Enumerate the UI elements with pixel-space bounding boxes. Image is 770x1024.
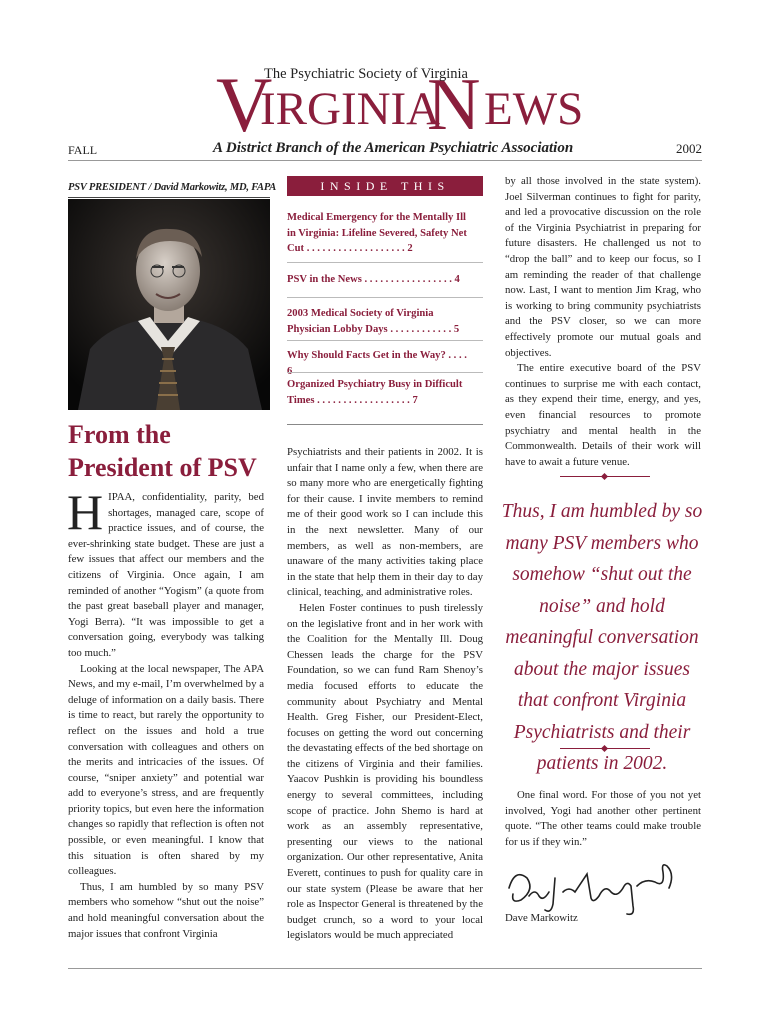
toc-divider <box>287 372 483 373</box>
masthead-title-news: EWS <box>484 83 584 135</box>
col1-paragraph-1: IPAA, confidentiality, parity, bed shortages, managed care, scope of practice issues, and of course, the ever-shrinking state budget. These are just a few issues that affect our members and the citizens of Virginia. Once again, I am reminded of another “Yogism” (a quote from the past great baseball player and manager, Yogi Berra). “It was impossible to get a conversation going, everybody was talking too much.” <box>68 491 264 659</box>
toc-item-4[interactable]: Why Should Facts Get in the Way? . . . . <box>287 350 467 361</box>
signature-image <box>505 858 683 918</box>
toc-item-5[interactable]: Organized Psychiatry Busy in Difficult Times . . . . . . . . . . . . . . . . . . 7 <box>287 379 463 406</box>
col3-paragraph-3: One final word. For those of you not yet involved, Yogi had another other pertinent quote. “The other teams could make trouble for us if they win.” <box>505 789 701 848</box>
column-3 <box>505 174 701 470</box>
masthead-initial-n: N <box>427 64 481 146</box>
portrait-illustration <box>68 199 270 410</box>
col2-paragraph-2: Helen Foster continues to push tirelessly on the legislative front and in her work with the Coalition for the Mentally Ill. Doug Chessen leads the charge for the PSV Foundation, so we can fund Ram Shenoy’s media focused efforts to educate the community about Psychiatry and Mental Health. Greg Fisher, our President-Elect, focuses on getting the word out concerning the devastating effects of the bed shortage on the citizens of Virginia and their families. Yaacov Pushkin is providing his boundless energy to several committees, including scope of practice. John Shemo is hard at work as an assembly representative, presenting our views to the national organization. Our other representative, Anita Everett, continues to push for quality care in our state system (Please be aware that her role as Inspector General is threatened by the budget crunch, so a word to your local legislators would be much appreciated <box>287 601 483 942</box>
issue-season: FALL <box>68 143 98 157</box>
toc-divider <box>287 262 483 263</box>
toc-item-2[interactable]: PSV in the News . . . . . . . . . . . . . . . . . 4 <box>287 274 460 285</box>
column-2 <box>287 445 483 944</box>
president-photo <box>68 199 270 410</box>
column-3-closing <box>505 788 701 850</box>
toc-title: INSIDE THIS ISSUE <box>287 176 483 196</box>
president-headline: From the President of PSV <box>68 420 257 482</box>
drop-cap: H <box>67 484 104 540</box>
issue-year: 2002 <box>676 141 702 156</box>
toc-item-3[interactable]: 2003 Medical Society of Virginia Physician Lobby Days . . . . . . . . . . . . 5 <box>287 308 460 335</box>
signature-name: Dave Markowitz <box>505 912 578 924</box>
pull-quote: Thus, I am humbled by so many PSV members who somehow “shut out the noise” and hold meaningful conversation about the major issues that confront Virginia Psychiatrists and their patients in 2002. <box>501 501 703 774</box>
ornament-top-diamond <box>601 473 608 480</box>
footer-rule <box>68 968 702 969</box>
issue-subtitle: A District Branch of the American Psychiatric Association <box>213 140 574 156</box>
president-caption: PSV PRESIDENT / David Markowitz, MD, FAPA <box>68 182 277 193</box>
masthead-tagline: The Psychiatric Society of Virginia <box>264 66 468 82</box>
header-rule <box>68 160 702 161</box>
col3-paragraph-1: by all those involved in the state system). Joel Silverman continues to fight for parity, and led a provocative discussion on the role of the Virginia Psychiatrist in preparing for future disasters. He challenged us not to “drop the ball” and to keep our focus, so I am reminding the reader of that challenge now. Last, I want to mention Jim Krag, who is working to bring community psychiatrists and the PSV closer, so we can more effectively promote our mutual goals and objectives. <box>505 175 701 359</box>
caption-rule <box>68 197 270 198</box>
toc-divider <box>287 297 483 298</box>
col1-paragraph-3: Thus, I am humbled by so many PSV members who somehow “shut out the noise” and hold meaningful conversation about the major issues that confront Virginia <box>68 880 264 940</box>
column-1 <box>67 484 264 942</box>
masthead-initial-v: V <box>216 61 271 148</box>
col2-paragraph-1: Psychiatrists and their patients in 2002. It is unfair that I name only a few, when there are so many more who are energetically fighting for their cause. I invite members to remind me of their good work so I can include this in the next newsletter. Many of our members, as well as non-members, are unaware of the many activities taking place in the state that help them in their day to day clinical, teaching, and administrative roles. <box>287 446 483 599</box>
toc-bottom-rule <box>287 424 483 425</box>
col1-paragraph-2: Looking at the local newspaper, The APA News, and my e-mail, I’m overwhelmed by a deluge of information on a daily basis. There is time to react, but rarely the opportunity to reflect on the issues and hold a true conversation with colleagues and others on the merits and intricacies of the issues. Of course, “sniper anxiety” and potential war add to everyone’s stress, and are frequently priority topics, but even here the information changes so rapidly that reflection is often not possible, or even meaningful. I know that this situation is often shared by my colleagues. <box>68 662 264 878</box>
toc-item-1[interactable]: Medical Emergency for the Mentally Ill in Virginia: Lifeline Severed, Safety Net Cut . . . . . . . . . . . . . . . . . . . 2 <box>287 212 467 255</box>
toc-divider <box>287 340 483 341</box>
masthead-title-virginia: IRGINIA <box>260 83 441 135</box>
col3-paragraph-2: The entire executive board of the PSV continues to surprise me with each contact, as they expend their time, energy, and yes, even financial resources to promote psychiatry and mental health in the Commonwealth. Details of their work will have to await a future venue. <box>505 362 701 468</box>
